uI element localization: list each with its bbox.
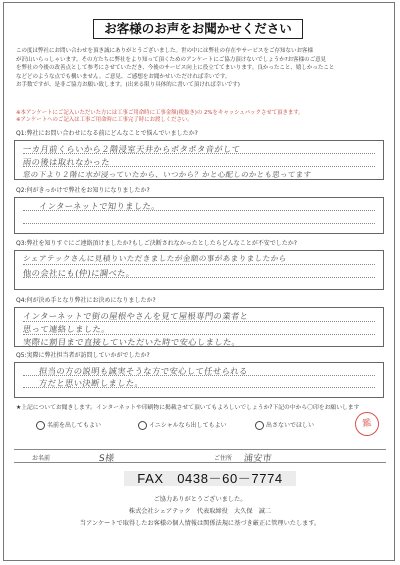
- answer-1-line: 窓の下より２階に水が浸っていたから、いつから？かと心配しのかとも思ってます: [22, 170, 312, 179]
- question-1-label: Q1:弊社にお問い合わせになる前にどんなことで悩んでいましたか?: [16, 130, 198, 137]
- note-line: ※アンケートへのご記入は工事ご用命時に工事完了時にお渡しください。: [16, 117, 193, 123]
- answer-2-line: インターネットで知りました。: [38, 201, 161, 211]
- answer-4-line: インターネットで街の屋根やさんを見て屋根専門の業者と: [22, 311, 249, 321]
- answer-box-1: [14, 140, 384, 180]
- answer-3-line: シェアテックさんに見積りいただきましたが金額の事があまりましたから: [22, 254, 288, 263]
- question-2-label: Q2:何がきっかけで弊社をお知りになりましたか?: [16, 187, 150, 194]
- consent-option-initial[interactable]: イニシャルなら出してもよい: [138, 420, 227, 430]
- consent-option-none[interactable]: 出さないでほしい: [255, 420, 314, 430]
- question-5-label: Q5:実際に弊社担当者が訪問していかがでしたか?: [16, 352, 150, 359]
- name-label: お名前: [32, 455, 51, 462]
- answer-box-3: [14, 250, 384, 290]
- footer-privacy: 当アンケートで取得したお客様の個人情報は関係法規に基づき厳正に管理いたします。: [79, 520, 321, 527]
- consent-option-name[interactable]: 名前を出してもよい: [36, 420, 101, 430]
- answer-4-line: 思って連絡しました。: [22, 324, 111, 334]
- answer-1-line: 一カ月前くらいから２階浸室天井からポタポタ音がして: [22, 144, 241, 154]
- answer-5-line: 担当の方の説明も誠実そうな方で安心して任せられる: [38, 366, 249, 376]
- name-address-row: [14, 449, 386, 463]
- answer-1-line: 雨の後は取れなかった: [22, 157, 111, 167]
- question-3-label: Q3:弊社を知りすぐにご連絡頂けましたか?もしご決断されなかったとしたらどんなことが不安でしたか?: [16, 240, 297, 247]
- footer-thanks: ご協力ありがとうございました。: [153, 496, 247, 503]
- seal-stamp: 鑑: [353, 410, 381, 438]
- answer-3-line: 他の会社にも(仲)に調べた。: [22, 268, 136, 278]
- intro-line: などどのような点でも構いません。ご意見、ご感想をお聞かせいただければ幸いです。: [16, 73, 231, 80]
- intro-line: お手数ですが、是非ご協力お願い致します。(出来る限り具体的に書いて頂ければ幸いです): [16, 82, 240, 89]
- address-value: 浦安市: [243, 454, 273, 464]
- answer-4-line: 実際に割目まで直接していただいた時で安心しました。: [22, 337, 241, 347]
- address-label: ご住所: [214, 455, 233, 462]
- radio-circle-icon: [36, 421, 45, 430]
- consent-question: ★上記についてお聞きします。インターネットや印刷物に掲載させて頂いてもよろしいでしょうか?下記の中から〇印をお願いします: [16, 405, 360, 411]
- intro-line: を弊社の今後の改善点として参考にさせていただき、今後のサービス向上に役立ててまいります。良かったこと、嬉しかったこと: [16, 65, 335, 72]
- intro-text: [16, 47, 386, 90]
- answer-5-line: 方だと思い決断しました。: [38, 378, 144, 388]
- answer-box-4: [14, 307, 384, 347]
- answer-box-2: [14, 197, 384, 234]
- name-value: S様: [98, 454, 115, 464]
- intro-line: この度は弊社にお問い合わせを頂き誠にありがとうございました。世の中には弊社の存在やサービスをご存知ないお客様: [16, 48, 314, 54]
- radio-circle-icon: [138, 421, 147, 430]
- note-line: ※本アンケートにご記入いただいた方には工事ご用命時に工事金額(税抜き)の 2%をキャッシュバックさせて頂きます。: [16, 110, 304, 116]
- question-4-label: Q4:何が決め手となり弊社にお決めになりましたか?: [16, 297, 156, 304]
- footer-company: 株式会社シェアテック 代表取締役 大久保 誠二: [128, 508, 272, 515]
- radio-circle-icon: [255, 421, 264, 430]
- fax-number: FAX 0438－60－7774: [124, 471, 296, 486]
- cashback-note: [16, 110, 386, 124]
- intro-line: が沢山いらっしゃいます。その方たちに弊社をより知って頂くためのアンケートにご協力頂けないでしょうか?お客様のご意見: [16, 56, 327, 63]
- page-title: お客様のお声をお聞かせください: [93, 19, 303, 39]
- answer-box-5: [14, 362, 384, 398]
